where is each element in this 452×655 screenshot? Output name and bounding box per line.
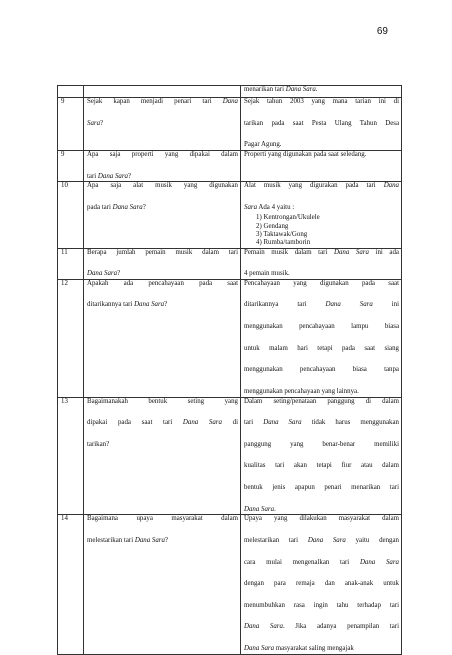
text-run: tari [87,172,98,180]
line-gap [244,471,399,484]
table-row [58,279,402,397]
cell-number: 14 [58,515,84,654]
italic-run: Dana Sara [87,270,118,278]
line-gap [244,428,399,441]
line-gap [87,524,238,537]
text-line [244,398,399,407]
line-gap [87,406,238,419]
italic-run: Dana Sara [97,172,128,180]
text-line [244,120,399,129]
text-run: 4 pemain musik. [244,270,290,278]
line-gap [87,428,238,441]
text-run: kualitas tari akan tetapi fiur atau dalam [244,462,399,470]
line-gap [244,375,399,388]
text-line [87,515,238,524]
italic-run: Dana Sara [134,301,165,309]
line-gap [87,160,238,173]
interview-rows [58,98,402,655]
text-run: dipakai pada saat tari [87,419,183,427]
text-run: Alat musik yang digurakan pada tari [244,182,384,190]
text-line [244,623,399,632]
cell-answer-continuation: menarikan tari Dana Sara. [241,86,402,98]
text-line [244,580,399,589]
text-run: panggung yang benar-benar memiliki [244,440,399,448]
text-run: pada tari [87,203,113,211]
text-run: untuk malam hari tetapi pada saat siang [244,344,399,352]
text-run: ? [127,172,132,180]
cell-number-empty [58,86,84,98]
italic-run: Dana Sara [263,419,302,427]
text-line [244,182,399,191]
table-row [58,182,402,248]
text-line [244,388,399,397]
text-line [244,506,399,515]
text-run: Sejak kapan menjadi penari tari [87,98,223,105]
text-line [244,484,399,493]
text-run: Pemain musik dalam tari [244,248,334,256]
text-line [87,204,238,213]
text-line [244,280,399,289]
text-line [244,301,399,310]
text-line [87,419,238,428]
cell-number: 9 [58,98,84,151]
text-line [244,98,399,107]
table-row [58,98,402,151]
text-run: ? [100,119,104,127]
text-line [244,515,399,524]
italic-run: Sara [244,203,258,211]
cell-question-empty [84,86,241,98]
text-line [244,270,399,279]
text-line [87,120,238,129]
text-run: ini [372,301,399,309]
text-run: ditarikannya tari [244,301,326,309]
text-run: ? [164,301,168,309]
line-gap [244,567,399,580]
text-run: menggunakan pencahayaan biasa tanpa [244,366,399,374]
text-run: Apakah ada pencahayaan pada saat [87,279,238,287]
text-run: Properti yang digunakan pada saat seledang. [244,150,367,158]
italic-run: Dana Sara [244,505,275,513]
text-line [87,398,238,407]
instrument-list [244,214,399,247]
text-line [87,270,238,279]
text-run: menggunakan pencahayaan yang lainnya. [244,387,359,395]
cell-number: 13 [58,397,84,515]
text-run: di [221,419,238,427]
italic-run: Dana Sara [112,203,143,211]
text-run: tari [244,419,264,427]
table-row [58,150,402,181]
text-run: Apa saja alat musik yang digunakan [87,182,238,190]
italic-run: Dana Sara [307,536,346,544]
text-line [87,441,238,450]
text-line [244,151,399,160]
text-run: dengan para remaja dan anak-anak untuk [244,580,399,588]
line-gap [244,493,399,506]
instrument-item: 1) Kentrongan/Ukulele [256,214,320,222]
interview-table [57,85,402,655]
cell-number: 10 [58,182,84,248]
text-run: Ada 4 yaitu : [257,203,295,211]
line-gap [244,610,399,623]
cell-number: 12 [58,279,84,397]
table-row [58,515,402,654]
line-gap [244,128,399,141]
cell-answer [241,515,402,654]
line-gap [244,353,399,366]
italic-run: Dana Sara [359,558,399,566]
text-run: masyarakat saling mengajak [274,645,354,652]
text-run: Pagar Agung. [244,141,282,149]
text-line [244,141,399,150]
text-run: Dalam seting/penataan panggung di dalam [244,397,399,405]
line-gap [244,406,399,419]
text-run: Berapa jumlah pemain musik dalam tari [87,248,238,256]
line-gap [244,332,399,345]
cell-question [84,98,241,151]
line-gap [87,107,238,120]
text-run: menggunakan pencahayaan lampu biasa [244,323,399,330]
text-run: ? [117,270,121,278]
cell-question [84,515,241,654]
line-gap [244,310,399,323]
text-run: Upaya yang dilakukan masyarakat dalam [244,515,399,523]
line-gap [244,191,399,204]
table-row-continuation [58,86,402,98]
text-line [244,537,399,546]
text-run: tarikan pada saat Pesta Ulang Tahun Desa [244,119,399,127]
text-run: ? [142,203,146,211]
cell-question [84,397,241,515]
instrument-item: 2) Gendang [256,222,289,230]
text-run: cara mulai mengenalkan tari [244,558,360,566]
cell-answer [241,98,402,151]
text-run: tidak harus menggunakan [301,419,400,427]
text-line [87,173,238,182]
text-line [244,559,399,568]
text-line [244,441,399,450]
text-run: Pencahayaan yang digunakan pada saat [244,279,399,287]
text-line [87,301,238,310]
instrument-item: 4) Rumba/tamborin [256,239,311,247]
text-run: tarikan? [87,440,110,448]
text-line [244,366,399,375]
line-gap [87,288,238,301]
text-line [87,151,238,160]
cell-answer [241,279,402,397]
text-run: melestarikan tari [244,536,308,544]
text-line [87,182,238,191]
text-line [244,204,399,213]
cell-answer [241,397,402,515]
text-line [87,280,238,289]
text-line [87,249,238,258]
text-run: menumbuhkan rasa ingin tahu terhadap tari [244,601,399,609]
text-run: ditarikannya tari [87,301,135,309]
line-gap [244,257,399,270]
text-run: ini ada [368,248,399,256]
text-line [244,419,399,428]
text-run: Apa saja properti yang dipakai dalam [87,150,238,158]
text-run: Sejak tahun 2003 yang mana tarian ini di [244,98,399,105]
text-line [244,602,399,611]
table-row [58,248,402,279]
text-run: melestarikan tari [87,536,135,544]
italic-run: Dana Sara [333,248,369,256]
cell-question [84,248,241,279]
cell-question [84,150,241,181]
line-gap [87,191,238,204]
italic-run: Dana Sara [134,536,165,544]
line-gap [244,524,399,537]
line-gap [244,632,399,645]
line-gap [87,257,238,270]
text-line [244,462,399,471]
text-line [87,98,238,107]
page-number: 69 [376,26,388,37]
cell-number: 9 [58,150,84,181]
line-gap [244,546,399,559]
text-run: bentuk jenis apapun penari menarikan tari [244,484,399,491]
italic-run: Dana [383,182,399,190]
text-run: . Jika adanya penampilan tari [282,623,399,631]
table-row [58,397,402,515]
text-line [244,645,399,654]
text-line [244,345,399,354]
text-run: . [274,505,276,513]
text-line [244,323,399,332]
text-run: yaitu dengan [345,536,399,544]
line-gap [244,288,399,301]
instrument-item: 3) Taktawak/Gong [256,230,308,238]
italic-run: Sara [87,119,101,127]
cell-answer [241,182,402,248]
italic-run: Dana [222,98,238,105]
line-gap [244,589,399,602]
cell-answer [241,248,402,279]
cell-question [84,182,241,248]
italic-run: Dana Sara [244,623,283,631]
text-run: Bagaimana upaya masyarakat dalam [87,515,238,523]
line-gap [244,107,399,120]
text-line [87,537,238,546]
italic-run: Dana Sara [182,419,222,427]
line-gap [244,449,399,462]
text-run: ? [164,536,168,544]
cell-number: 11 [58,248,84,279]
italic-run: Dana Sara [325,301,373,309]
text-line [244,249,399,258]
cell-question [84,279,241,397]
text-run: Bagaimanakah bentuk seting yang [87,397,238,405]
italic-run: Dana Sara [244,645,275,652]
cell-answer [241,150,402,181]
